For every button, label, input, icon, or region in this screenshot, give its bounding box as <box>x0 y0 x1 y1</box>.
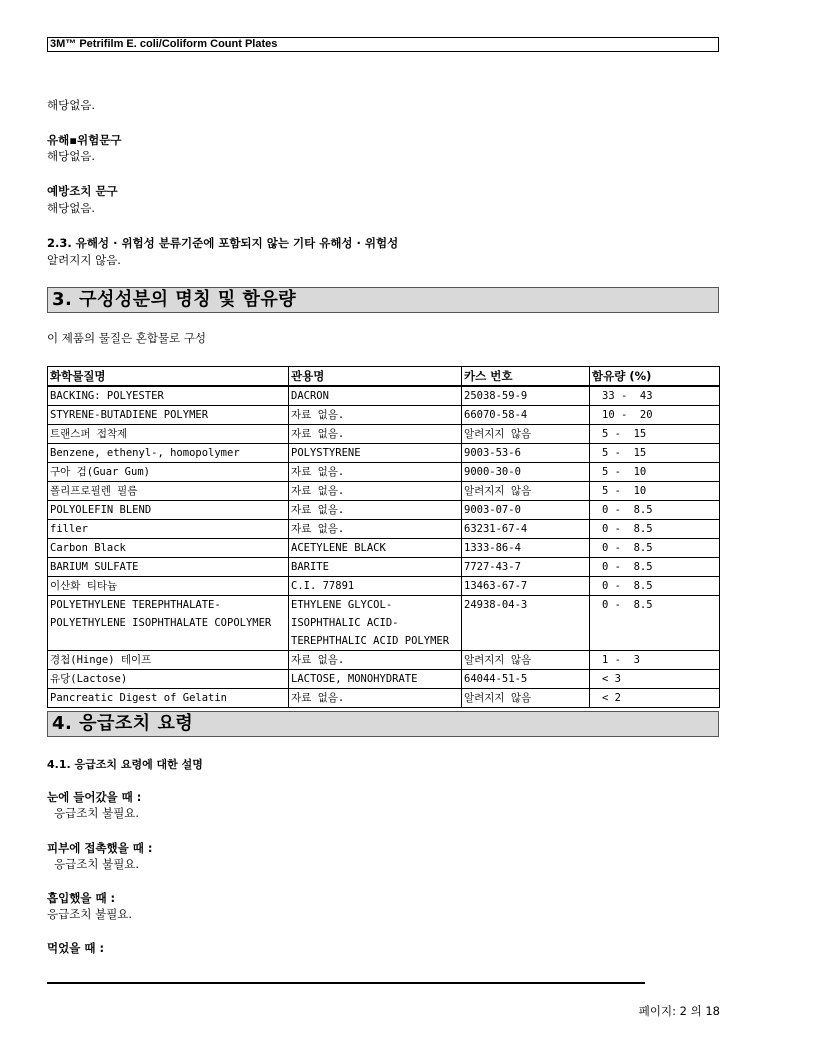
table-row <box>48 651 720 670</box>
cell-cas-number: 24938-04-3 <box>462 596 590 651</box>
table-row <box>48 520 720 539</box>
hazard-statement-heading: 유해▪위험문구 <box>47 133 122 147</box>
table-row <box>48 689 720 708</box>
cell-content: 5 - 10 <box>590 463 720 482</box>
precaution-text: 해당없음. <box>47 201 96 215</box>
col-header-content: 함유량 (%) <box>590 367 720 387</box>
cell-common-name: 자료 없음. <box>289 463 462 482</box>
cell-content: 0 - 8.5 <box>590 596 720 651</box>
skin-contact-text: 응급조치 불필요. <box>54 857 140 871</box>
cell-chemical-name: 폴리프로필렌 필름 <box>48 482 289 501</box>
table-row <box>48 577 720 596</box>
cell-cas-number: 13463-67-7 <box>462 577 590 596</box>
section-3-intro: 이 제품의 물질은 혼합물로 구성 <box>47 331 207 345</box>
col-header-common-name: 관용명 <box>289 367 462 387</box>
cell-chemical-name: Pancreatic Digest of Gelatin <box>48 689 289 708</box>
cell-content: 5 - 15 <box>590 425 720 444</box>
cell-common-name: 자료 없음. <box>289 501 462 520</box>
cell-chemical-name: POLYETHYLENE TEREPHTHALATE- POLYETHYLENE ISOPHTHALATE COPOLYMER <box>48 596 289 651</box>
cell-chemical-name: 구아 검(Guar Gum) <box>48 463 289 482</box>
cell-cas-number: 알려지지 않음 <box>462 651 590 670</box>
table-row <box>48 425 720 444</box>
cell-content: 5 - 10 <box>590 482 720 501</box>
table-row <box>48 463 720 482</box>
cell-cas-number: 9003-07-0 <box>462 501 590 520</box>
cell-common-name: POLYSTYRENE <box>289 444 462 463</box>
table-row <box>48 444 720 463</box>
composition-table <box>47 366 720 708</box>
skin-contact-heading: 피부에 접촉했을 때 : <box>47 841 153 855</box>
cell-common-name: ACETYLENE BLACK <box>289 539 462 558</box>
cell-content: 0 - 8.5 <box>590 577 720 596</box>
cell-cas-number: 63231-67-4 <box>462 520 590 539</box>
cell-common-name: 자료 없음. <box>289 651 462 670</box>
inhalation-heading: 흡입했을 때 : <box>47 891 116 905</box>
section-3-title: 3. 구성성분의 명칭 및 함유량 <box>47 287 719 313</box>
cell-chemical-name: 경첩(Hinge) 테이프 <box>48 651 289 670</box>
cell-content: 1 - 3 <box>590 651 720 670</box>
cell-chemical-name: 이산화 티타늄 <box>48 577 289 596</box>
cell-common-name: 자료 없음. <box>289 482 462 501</box>
table-row <box>48 501 720 520</box>
eye-contact-heading: 눈에 들어갔을 때 : <box>47 790 142 804</box>
cell-content: 33 - 43 <box>590 386 720 406</box>
cell-cas-number: 9000-30-0 <box>462 463 590 482</box>
cell-content: < 3 <box>590 670 720 689</box>
cell-content: 10 - 20 <box>590 406 720 425</box>
intro-text: 해당없음. <box>47 98 96 112</box>
page-number: 페이지: 2 의 18 <box>638 1004 720 1018</box>
section-4-subheading: 4.1. 응급조치 요령에 대한 설명 <box>47 758 203 771</box>
inhalation-text: 응급조치 불필요. <box>47 907 133 921</box>
cell-chemical-name: Benzene, ethenyl-, homopolymer <box>48 444 289 463</box>
footer-divider <box>47 982 645 984</box>
hazard-statement-text: 해당없음. <box>47 149 96 163</box>
cell-chemical-name: 유당(Lactose) <box>48 670 289 689</box>
cell-cas-number: 알려지지 않음 <box>462 482 590 501</box>
cell-content: 0 - 8.5 <box>590 558 720 577</box>
table-header-row <box>48 367 720 387</box>
table-row <box>48 386 720 406</box>
cell-content: 0 - 8.5 <box>590 520 720 539</box>
cell-chemical-name: BARIUM SULFATE <box>48 558 289 577</box>
table-row <box>48 558 720 577</box>
table-row <box>48 596 720 651</box>
cell-cas-number: 64044-51-5 <box>462 670 590 689</box>
cell-common-name: DACRON <box>289 386 462 406</box>
document-header: 3M™ Petrifilm E. coli/Coliform Count Plates <box>47 37 719 52</box>
cell-cas-number: 25038-59-9 <box>462 386 590 406</box>
cell-content: < 2 <box>590 689 720 708</box>
col-header-cas-number: 카스 번호 <box>462 367 590 387</box>
ingestion-heading: 먹었을 때 : <box>47 941 105 955</box>
eye-contact-text: 응급조치 불필요. <box>54 806 140 820</box>
cell-cas-number: 1333-86-4 <box>462 539 590 558</box>
cell-common-name: 자료 없음. <box>289 425 462 444</box>
table-row <box>48 406 720 425</box>
cell-chemical-name: filler <box>48 520 289 539</box>
cell-common-name: BARITE <box>289 558 462 577</box>
cell-content: 5 - 15 <box>590 444 720 463</box>
cell-content: 0 - 8.5 <box>590 539 720 558</box>
section-4-title: 4. 응급조치 요령 <box>47 711 719 737</box>
other-hazards-text: 알려지지 않음. <box>47 253 121 267</box>
other-hazards-heading: 2.3. 유해성 · 위험성 분류기준에 포함되지 않는 기타 유해성 · 위험성 <box>47 236 399 250</box>
table-row <box>48 670 720 689</box>
cell-cas-number: 알려지지 않음 <box>462 689 590 708</box>
table-row <box>48 539 720 558</box>
precaution-heading: 예방조치 문구 <box>47 184 118 198</box>
cell-content: 0 - 8.5 <box>590 501 720 520</box>
cell-chemical-name: POLYOLEFIN BLEND <box>48 501 289 520</box>
cell-common-name: LACTOSE, MONOHYDRATE <box>289 670 462 689</box>
cell-cas-number: 9003-53-6 <box>462 444 590 463</box>
cell-cas-number: 7727-43-7 <box>462 558 590 577</box>
cell-chemical-name: STYRENE-BUTADIENE POLYMER <box>48 406 289 425</box>
cell-chemical-name: BACKING: POLYESTER <box>48 386 289 406</box>
cell-common-name: C.I. 77891 <box>289 577 462 596</box>
cell-common-name: 자료 없음. <box>289 689 462 708</box>
table-row <box>48 482 720 501</box>
col-header-chemical-name: 화학물질명 <box>48 367 289 387</box>
cell-chemical-name: Carbon Black <box>48 539 289 558</box>
cell-chemical-name: 트랜스퍼 접착제 <box>48 425 289 444</box>
cell-cas-number: 66070-58-4 <box>462 406 590 425</box>
cell-common-name: 자료 없음. <box>289 520 462 539</box>
cell-common-name: 자료 없음. <box>289 406 462 425</box>
cell-common-name: ETHYLENE GLYCOL- ISOPHTHALIC ACID- TEREPHTHALIC ACID POLYMER <box>289 596 462 651</box>
cell-cas-number: 알려지지 않음 <box>462 425 590 444</box>
